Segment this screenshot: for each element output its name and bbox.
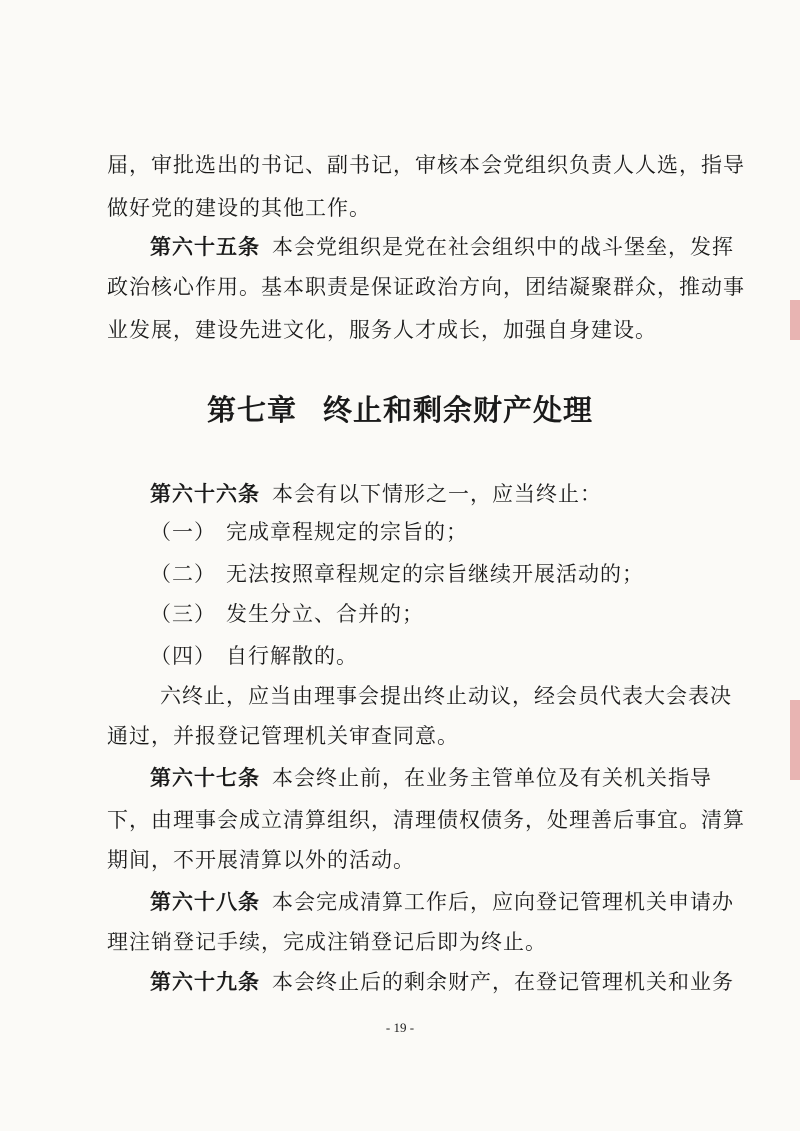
line-text: 期间，不开展清算以外的活动。 <box>107 848 415 872</box>
article-66 <box>150 480 770 508</box>
line-text: 做好党的建设的其他工作。 <box>107 196 371 220</box>
article-number: 第六十六条 <box>150 481 260 506</box>
enum-marker: （四） <box>150 644 216 668</box>
article-67 <box>150 764 770 792</box>
seal-edge-mark <box>790 300 800 340</box>
enum-text: 自行解散的。 <box>226 644 358 668</box>
body-line <box>107 806 745 834</box>
enum-marker: （一） <box>150 520 216 544</box>
body-line <box>107 722 727 750</box>
enum-marker: （三） <box>150 602 216 626</box>
enum-item <box>150 600 770 628</box>
body-line <box>160 682 780 710</box>
body-line <box>107 194 727 222</box>
enum-text: 完成章程规定的宗旨的； <box>226 520 468 544</box>
line-text: 本会完成清算工作后，应向登记管理机关申请办 <box>272 890 734 914</box>
article-69 <box>150 968 770 996</box>
line-text: 政治核心作用。基本职责是保证政治方向，团结凝聚群众，推动事 <box>107 275 745 299</box>
page-number: - 19 - <box>385 1020 415 1035</box>
seal-edge-mark <box>790 700 800 780</box>
chapter-heading <box>0 388 800 429</box>
line-text: 业发展，建设先进文化，服务人才成长，加强自身建设。 <box>107 318 657 342</box>
body-line <box>107 846 727 874</box>
line-text: 本会党组织是党在社会组织中的战斗堡垒，发挥 <box>272 235 734 259</box>
body-line <box>107 273 745 301</box>
line-text: 下，由理事会成立清算组织，清理债权债务，处理善后事宜。清算 <box>107 808 745 832</box>
enum-text: 发生分立、合并的； <box>226 602 424 626</box>
article-number: 第六十八条 <box>150 889 260 914</box>
enum-item <box>150 518 770 546</box>
article-number: 第六十五条 <box>150 234 260 259</box>
line-text: 理注销登记手续，完成注销登记后即为终止。 <box>107 930 547 954</box>
line-text: 本会终止后的剩余财产，在登记管理机关和业务 <box>272 970 734 994</box>
article-68 <box>150 888 770 916</box>
body-line <box>107 316 727 344</box>
article-65 <box>150 233 770 261</box>
line-text: 届，审批选出的书记、副书记，审核本会党组织负责人人选，指导 <box>107 153 745 177</box>
chapter-title: 终止和剩余财产处理 <box>323 393 594 427</box>
article-number: 第六十九条 <box>150 969 260 994</box>
enum-item <box>150 642 770 670</box>
body-line <box>107 928 727 956</box>
line-text: 本会有以下情形之一，应当终止： <box>272 482 602 506</box>
article-number: 第六十七条 <box>150 765 260 790</box>
line-text: 六终止，应当由理事会提出终止动议，经会员代表大会表决 <box>160 684 732 708</box>
line-text: 通过，并报登记管理机关审查同意。 <box>107 724 459 748</box>
body-line <box>107 151 745 179</box>
enum-item <box>150 560 770 588</box>
chapter-number: 第七章 <box>206 393 297 427</box>
enum-text: 无法按照章程规定的宗旨继续开展活动的； <box>226 562 644 586</box>
line-text: 本会终止前，在业务主管单位及有关机关指导 <box>272 766 712 790</box>
enum-marker: （二） <box>150 562 216 586</box>
